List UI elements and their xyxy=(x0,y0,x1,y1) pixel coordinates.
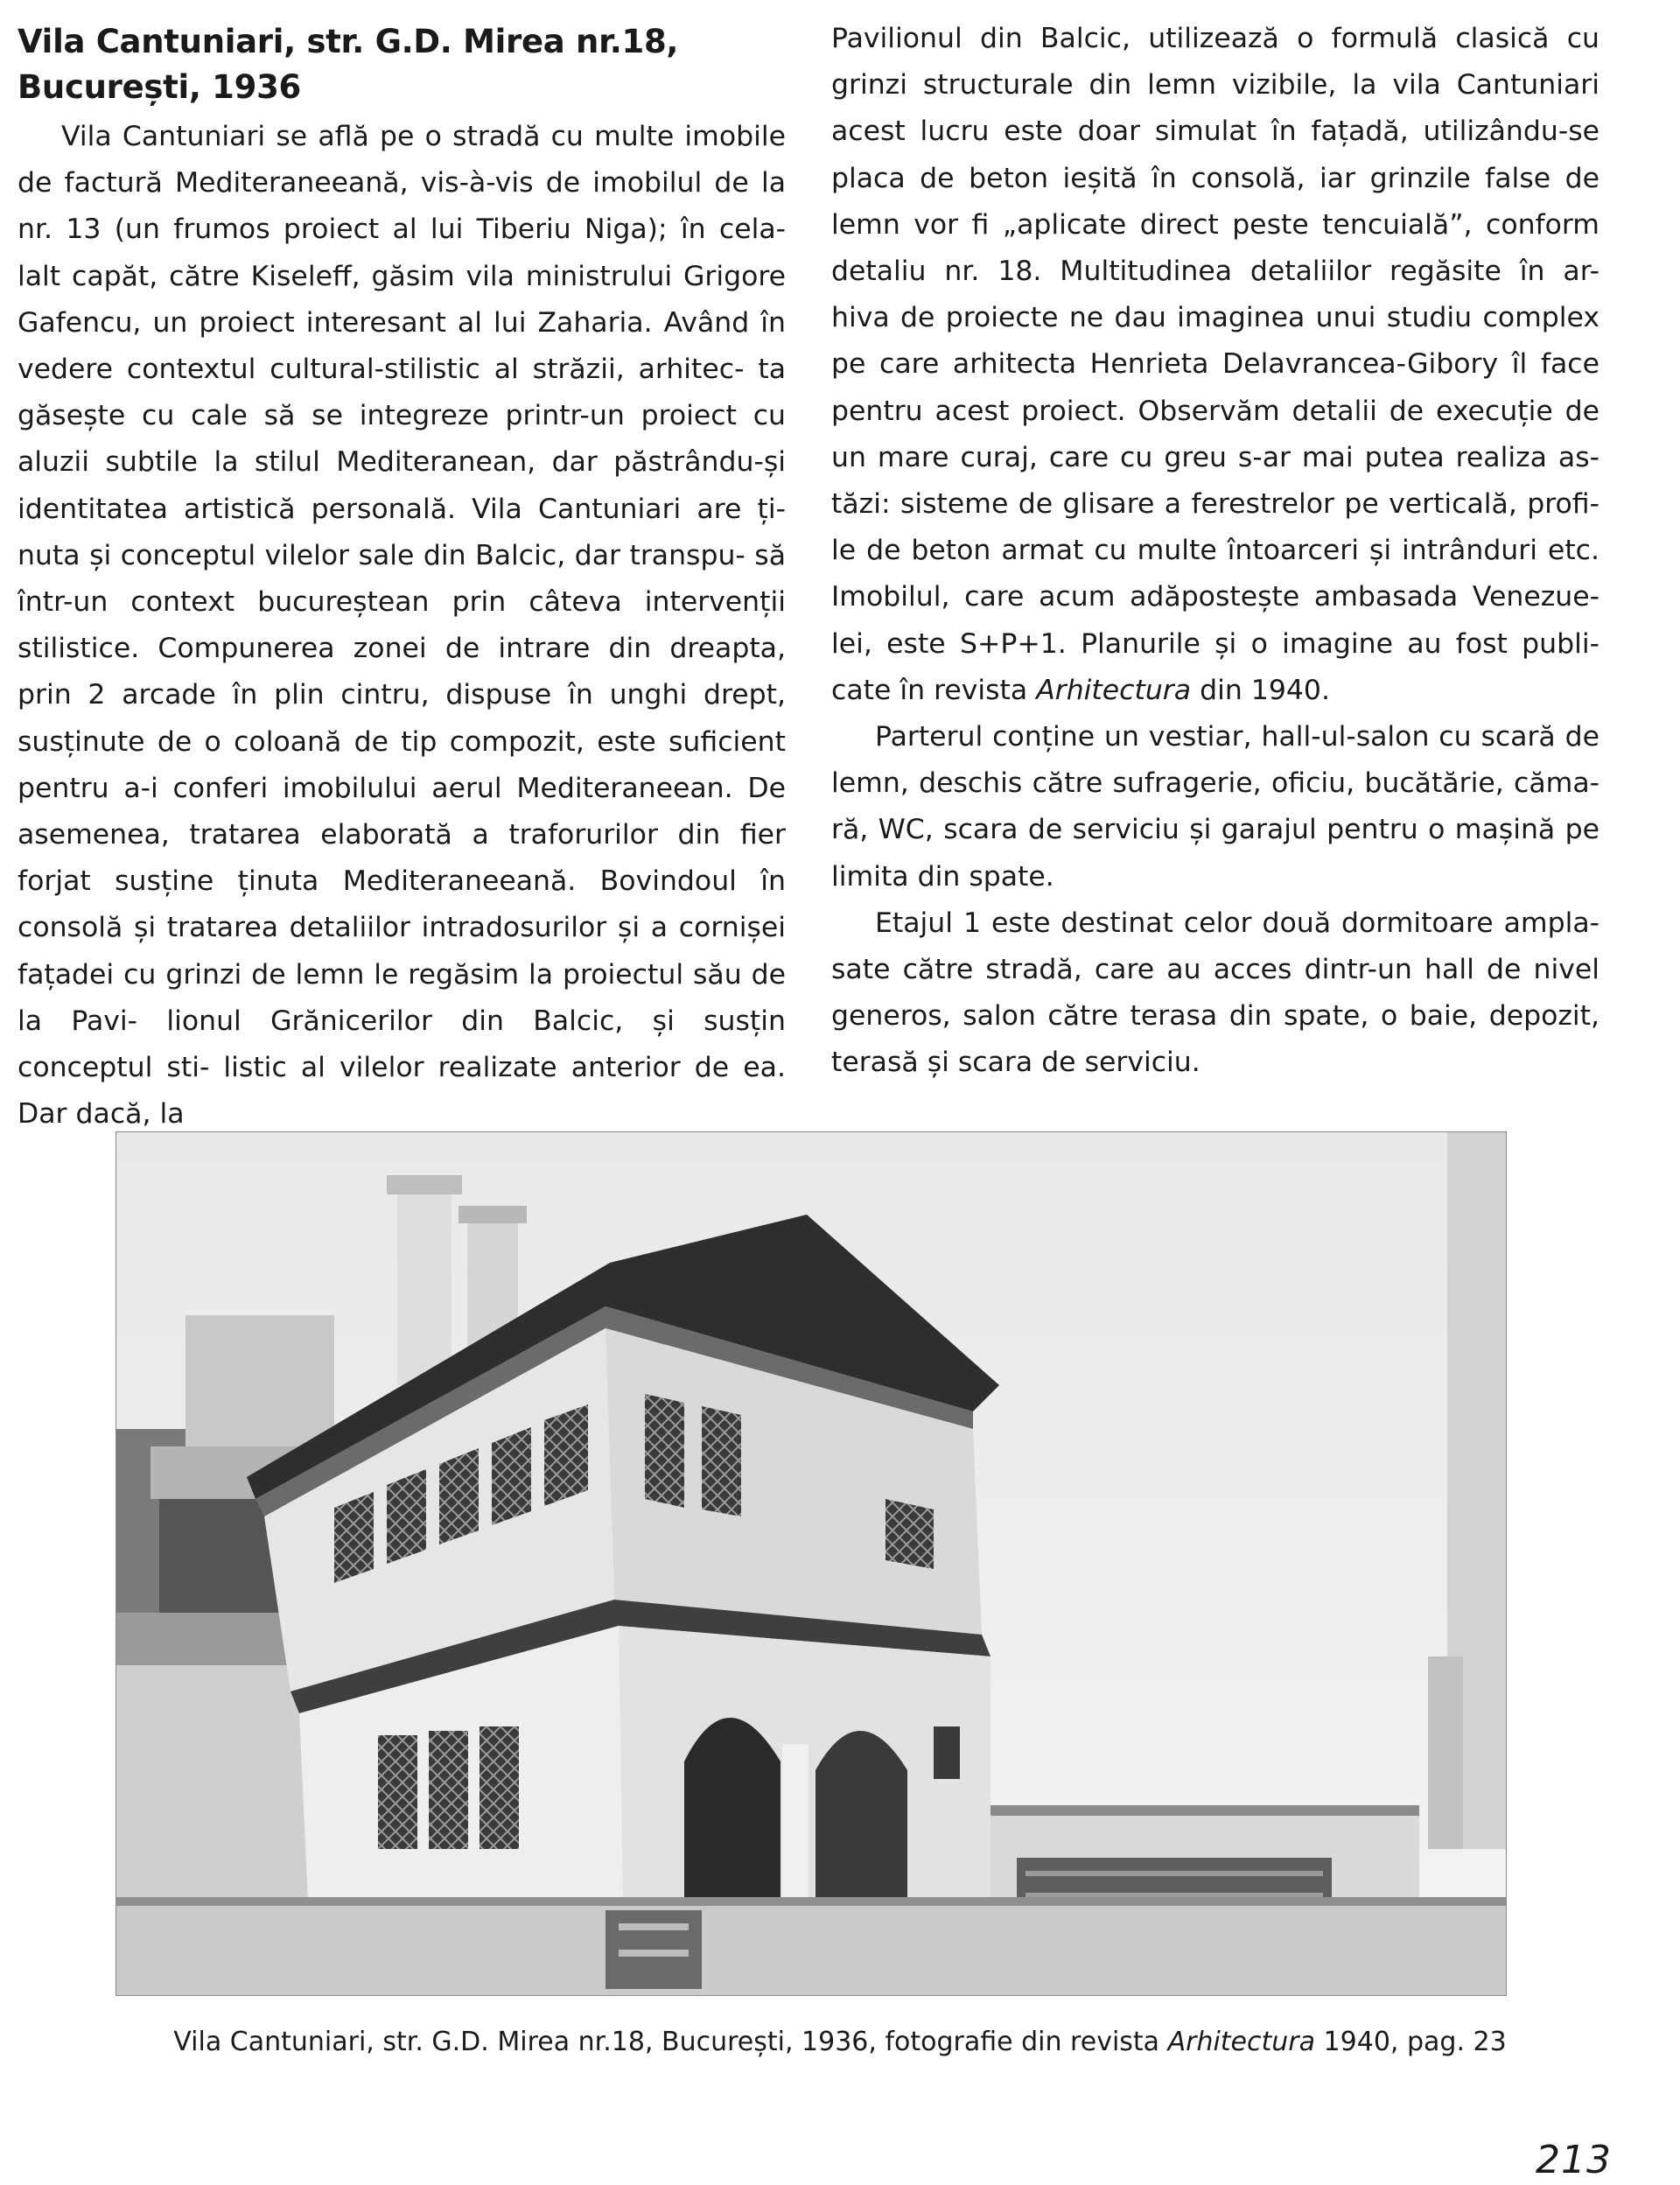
heading-line-2: București, 1936 xyxy=(18,68,301,106)
right-p1-text-end: din 1940. xyxy=(1191,674,1330,706)
right-column xyxy=(831,16,1600,1087)
left-paragraph: Vila Cantuniari se află pe o stradă cu multe imobile de factură Mediteraneeană, vis-à-vis de imobilul de la nr. 13 (un frumos proiect al lui Tiberiu Niga); în cela- lalt capăt, către Kiseleff, găsim vila ministrului Grigore Gafencu, un proiect interesant al lui Zaharia. Având în vedere contextul cultural-stilistic al străzii, arhitec- ta găsește cu cale să se integreze printr-un proiect cu aluzii subtile la stilul Mediteranean, dar păstrându-și identitatea artistică personală. Vila Cantuniari are ți- nuta și conceptul vilelor sale din Balcic, dar transpu- să într-un context bucureștean prin câteva intervenții stilistice. Compunerea zonei de intrare din dreapta, prin 2 arcade în plin cintru, dispuse în unghi drept, susținute de o coloană de tip compozit, este suficient pentru a-i conferi imobilului aerul Mediteraneean. De asemenea, tratarea elaborată a traforurilor din fier forjat susține ținuta Mediteraneeană. Bovindoul în consolă și tratarea detaliilor intradosurilor și a cornișei fațadei cu grinzi de lemn le regăsim la proiectul său de la Pavi- lionul Grănicerilor din Balcic, și susțin conceptul sti- listic al vilelor realizate anterior de ea. Dar dacă, la xyxy=(18,121,786,1131)
right-p1-text: Pavilionul din Balcic, utilizează o formulă clasică cu grinzi structurale din lemn vizibile, la vila Cantuniari acest lucru este doar simulat în fațadă, utilizându-se placa de beton ieșită în consolă, iar grinzile false de lemn vor fi „aplicate direct peste tencuială”, conform detaliu nr. 18. Multitudinea detaliilor regăsite în ar- hiva de proiecte ne dau imaginea unui studiu complex pe care arhitecta Henrieta Delavrancea-Gibory îl face pentru acest proiect. Observăm detalii de execuție de un mare curaj, care cu greu s-ar mai putea realiza as- tăzi: sisteme de glisare a ferestrelor pe verticală, profi- le de beton armat cu multe întoarceri și intrânduri etc. Imobilul, care acum adăpostește ambasada Venezue- lei, este S+P+1. Planurile și o imagine au fost publi- cate în revista xyxy=(831,23,1600,706)
caption-text-end: 1940, pag. 23 xyxy=(1315,2027,1507,2057)
caption-journal-title: Arhitectura xyxy=(1167,2027,1316,2057)
right-paragraph-2: Parterul conține un vestiar, hall-ul-salon cu scară de lemn, deschis către sufragerie, oficiu, bucătărie, căma- ră, WC, scara de serviciu și garajul pentru o mașină pe limita din spate. xyxy=(831,721,1600,893)
right-paragraph-1 xyxy=(831,16,1600,714)
left-column xyxy=(18,19,786,1138)
right-paragraph-3: Etajul 1 este destinat celor două dormitoare ampla- sate către stradă, care au acces dintr-un hall de nivel generos, salon către terasa din spate, o baie, depozit, terasă și scara de serviciu. xyxy=(831,907,1600,1079)
heading-line-1: Vila Cantuniari, str. G.D. Mirea nr.18, xyxy=(18,23,679,60)
caption-text: Vila Cantuniari, str. G.D. Mirea nr.18, București, 1936, fotografie din revista xyxy=(173,2027,1168,2057)
page-number: 213 xyxy=(1536,2138,1612,2182)
villa-photograph xyxy=(116,1131,1507,1996)
photo-caption xyxy=(0,2023,1680,2062)
right-p1-journal-title: Arhitectura xyxy=(1036,674,1192,706)
article-heading xyxy=(18,19,786,110)
